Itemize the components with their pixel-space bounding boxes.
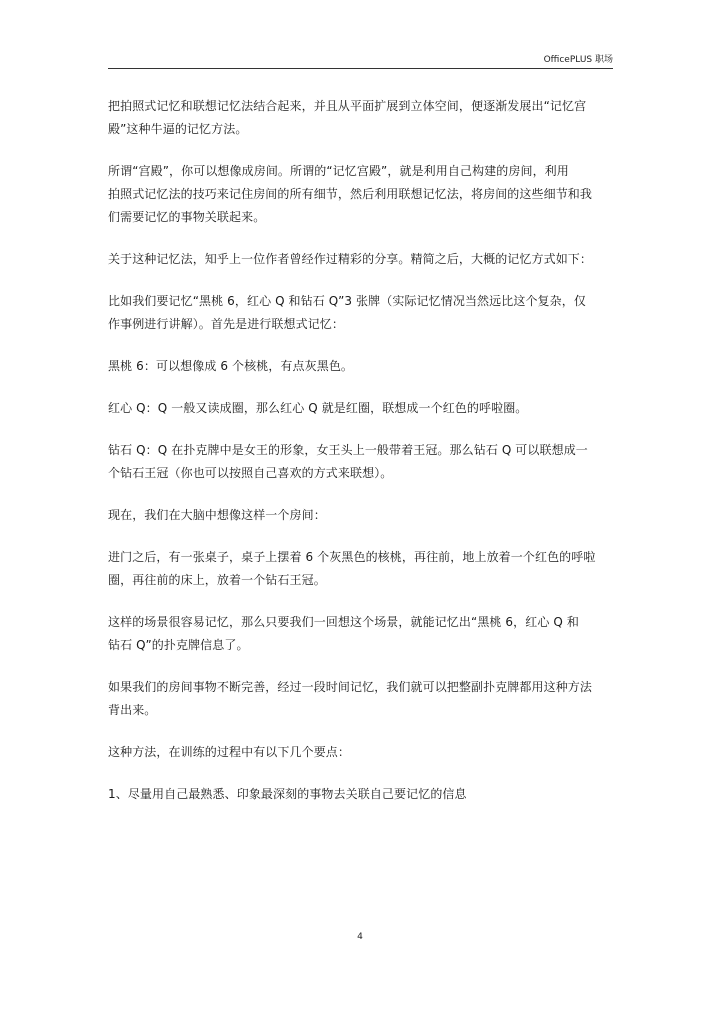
paragraph-8 xyxy=(108,504,618,527)
paragraph-line: 殿”这种牛逼的记忆方法。 xyxy=(108,122,248,136)
paragraph-line: 所谓“宫殿”，你可以想像成房间。所谓的“记忆宫殿”，就是利用自己构建的房间，利用 xyxy=(108,164,569,178)
paragraph-2 xyxy=(108,160,618,229)
paragraph-line: 这种方法，在训练的过程中有以下几个要点： xyxy=(108,745,351,759)
paragraph-4 xyxy=(108,290,618,336)
paragraph-line: 红心 Q：Q 一般又读成圈，那么红心 Q 就是红圈，联想成一个红色的呼啦圈。 xyxy=(108,401,528,415)
page-header xyxy=(108,50,613,69)
paragraph-line: 钻石 Q：Q 在扑克牌中是女王的形象，女王头上一般带着王冠。那么钻石 Q 可以联想成一 xyxy=(108,443,588,457)
paragraph-13 xyxy=(108,783,618,806)
paragraph-5 xyxy=(108,355,618,378)
paragraph-line: 现在，我们在大脑中想像这样一个房间： xyxy=(108,508,326,522)
paragraph-line: 背出来。 xyxy=(108,703,157,717)
page-number: 4 xyxy=(357,932,363,942)
paragraph-9 xyxy=(108,546,618,592)
paragraph-line: 比如我们要记忆“黑桃 6，红心 Q 和钻石 Q”3 张牌（实际记忆情况当然远比这个复杂，仅 xyxy=(108,294,586,308)
paragraph-line: 把拍照式记忆和联想记忆法结合起来，并且从平面扩展到立体空间，便逐渐发展出“记忆宫 xyxy=(108,99,587,113)
header-brand: OfficePLUS 职场 xyxy=(543,55,613,65)
paragraph-line: 进门之后，有一张桌子，桌子上摆着 6 个灰黑色的核桃，再往前，地上放着一个红色的呼啦 xyxy=(108,550,596,564)
paragraph-line: 1、尽量用自己最熟悉、印象最深刻的事物去关联自己要记忆的信息 xyxy=(108,787,467,801)
paragraph-line: 们需要记忆的事物关联起来。 xyxy=(108,210,266,224)
paragraph-line: 作事例进行讲解）。首先是进行联想式记忆： xyxy=(108,317,345,331)
paragraph-line: 这样的场景很容易记忆，那么只要我们一回想这个场景，就能记忆出“黑桃 6，红心 Q 和 xyxy=(108,615,579,629)
paragraph-10 xyxy=(108,611,618,657)
paragraph-line: 圈，再往前的床上，放着一个钻石王冠。 xyxy=(108,573,326,587)
paragraph-line: 关于这种记忆法，知乎上一位作者曾经作过精彩的分享。精简之后，大概的记忆方式如下： xyxy=(108,252,593,266)
paragraph-1 xyxy=(108,95,618,141)
paragraph-line: 拍照式记忆法的技巧来记住房间的所有细节，然后利用联想记忆法，将房间的这些细节和我 xyxy=(108,187,593,201)
paragraph-11 xyxy=(108,676,618,722)
paragraph-3 xyxy=(108,248,618,271)
paragraph-12 xyxy=(108,741,618,764)
paragraph-6 xyxy=(108,397,618,420)
paragraph-line: 黑桃 6：可以想像成 6 个核桃，有点灰黑色。 xyxy=(108,359,354,373)
paragraph-line: 个钻石王冠（你也可以按照自己喜欢的方式来联想）。 xyxy=(108,466,393,480)
paragraph-line: 如果我们的房间事物不断完善，经过一段时间记忆，我们就可以把整副扑克牌都用这种方法 xyxy=(108,680,593,694)
paragraph-line: 钻石 Q”的扑克牌信息了。 xyxy=(108,638,249,652)
paragraph-7 xyxy=(108,439,618,485)
document-body xyxy=(108,95,618,825)
